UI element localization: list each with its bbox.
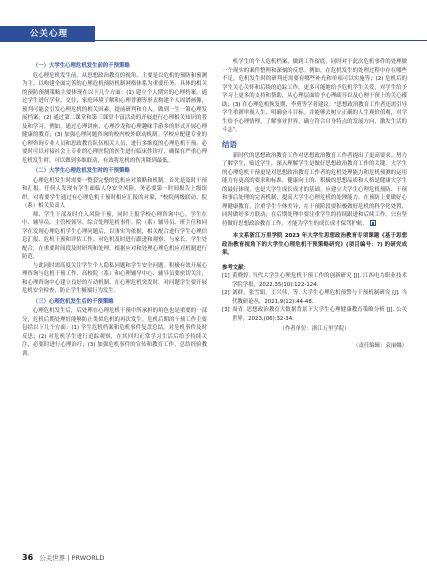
- paragraph: 心理危机发生时需要一整套完整的危机应对策略和机制。首先是及时干预和汇报。任何人发现有学生面临人身安全风险，务必要第一时间报告上级组织。对将要学生通过有心理危机干预时相应汇报的对象，"校院两级联动、院（系）相关负责人: [22, 177, 207, 209]
- responsible-editor: （责任编辑：袁丽娜）: [353, 342, 407, 349]
- references-title: 参考文献：: [222, 264, 249, 271]
- paragraph: 危心理危机发生前，从思想政治教育的视角，主要是以危机的预防和预测为主。以构建全面完善的心理危机预防机制网格体系为重要任务。具体的相关的预防预测策略主要体现在以下几个方面：(1) 建立个人期实的心理档案。通过学生进行学业、交往、家庭环境了解和心理普测等形式构建个人周谱画像，预判可能会引发心理危机的相关因素，提前研判和介入。做到一生一策心理发展档案；(2) 通过第二课堂和第三课堂丰富活动的开展进行心理相关知识的普及和学习。例如，通过心理讲座、心理沙龙和心理趣味手游多的形式开展心理健康的教育；(3) 加强心理问题咨询的校内校外联动机制。学校应配建专业的心理咨询专业人员和思政教育队伍相关人员，进行多维度的心理危机干预。必要时可以对接社会上专业的心理医院的医生进行临床性诊疗，确保在严重心理危机发生时，可以做到多维联动、有效将危机的伤害降到最低。: [22, 72, 207, 164]
- reference-number: [3]: [222, 307, 230, 313]
- author-affiliation: （作者单位：浙江万里学院）: [279, 326, 350, 332]
- section-heading: （二）大学生心理危机发生时的干预策略: [32, 168, 130, 174]
- page-number: 36: [22, 553, 34, 562]
- paragraph: 师、学生干部及时介入风险干预，同时上报学校心理咨询中心。学生在中、辅导员、主管校领导、综合处理危机事件。院（系）辅导员、班主任和同学在发现心理危机学生心理问题后，以事实为依据，相关配合进行学生心理信息汇报、危机干预和评估工作。对危机及时进行跟进和观察、与家长、学生处配合，在重要时间段及时研判和处理，根据应对和处理心理危机应对机制进行防范。: [22, 211, 207, 260]
- section-title: 公关心理: [0, 26, 95, 42]
- reference-text: 周青. 思想政治教育大数据背景下大学生心理健康教育策略分析 [J]. 公关世界，2023,(06):32-34.: [232, 307, 407, 322]
- page-header: [0, 0, 427, 40]
- conclusion-heading: 结语: [222, 139, 237, 149]
- reference-number: [1]: [222, 273, 230, 279]
- magazine-name: 公关世界 | PRWORLD: [39, 554, 105, 562]
- section-heading: （三）心理危机发生后的干预策略: [32, 298, 114, 305]
- reference-number: [2]: [222, 290, 230, 296]
- paragraph: 与此同时需高度关注学生个人隐私问题和学生安全问题。积极有效开展心理咨询与危机干预工作，高校院（系）和心理辅导中心、辅导员要密切关注，和心理咨询中心建立良好的互动机制。在心理危机突发时，对问题学生要开展危机安全检查，防止学生极端行为发生。: [22, 262, 207, 294]
- header-divider: [95, 40, 427, 41]
- funding-note: 本文系浙江万里学院 2023 年大学生思想政治教育专项课题《基于思想政治教育视角下的大学生心理危机干预策略研究》(项目编号：?) 的研究成果。: [222, 233, 407, 256]
- reference-item: [222, 272, 407, 289]
- paragraph: 心理危机发生后，后处理在心理危机干预中所承担的角色也是重要的一部分，危机后期处理好能够防止类似危机的再次发生。危机后期的干预工作主要包括以下几个方面：(1) 学生危机档案和危机事件复盘总结，对危机事件及时反思；(2) 对危机学生进行追踪观察，在其回归正常学习生活后给予持续关注，必要时进行心理治疗；(3) 加强危机事件的宣传和教育工作，总结经验教训。: [22, 308, 207, 357]
- paragraph: 机学生的个人危机档案，做到工作留底，同时对于此次危机事件的处理做一个现实的案件整理和深刻的反思。例如，在危机发生的处理过程中存在哪些不足，危机发生时的研判还需要有哪些补充和单项可以实施等；(2) 危机后的学生关心关怀和后续的追踪工作。更多可能地给予危机学生关爱，对学生给予学习上更多的支持和帮助，从心理层面给予心理疏导以及心理干预上的关心援助；(3) 在心理危机恢复期，李勇等学者建议："思想政治教育工作者还需引导学生重新审视人生，明确奋斗目标。并能够去树立正确的人生观价值观，对学生给予心理情理，了解事业世界，确立符合自身特点的发展方向，激发生活的斗志"。: [222, 59, 407, 133]
- right-column: [222, 58, 407, 350]
- reference-text: 黄晓婷. 当代大学生心理危机干预工作的创新研究 [J]. 江西电力职业技术学院学报，2022,35(10):122-124.: [232, 273, 407, 288]
- reference-item: [222, 289, 407, 306]
- end-of-article-icon: [370, 220, 376, 226]
- paragraph: 新时代的思想政治教育工作对思想政治教育工作者提出了更高要求。努力了解学生，贴近学生，深入理解学生是做好思想政治教育工作的关键。大学生的心理危机干预更是对思想政治教育工作者的危机处理能力和危机预测的运用能力有更高的要求和标准。健康向上的、积极的思想品质和人格是健康大学生的最好体现，也是大学生成长成才的基础。应建立大学生心理危机预防、干预和事后处理的完善机制，提高大学生心理危机的处理能力。在预防上要做好心理健康教育，注重学生个体差异；在干预阶段要积极做好危机的科学化处置，同时做好多方联动；在后期处理中要注重学生的持续跟进和后续工作。只有坚持做好思想政治教育工作，才能为学生的成长成才保驾护航。: [222, 152, 407, 227]
- section-heading: （一）大学生心理危机发生前的干预策略: [32, 63, 130, 69]
- reference-item: [222, 306, 407, 323]
- reference-text: 刘群，张雪娟，王兴伟，等. 大学生心理危机预警与干预机制研究 [J]. 当代教研论丛，2021,9(12):44-48.: [232, 290, 407, 305]
- left-column: [22, 60, 207, 358]
- page-footer: [22, 553, 104, 563]
